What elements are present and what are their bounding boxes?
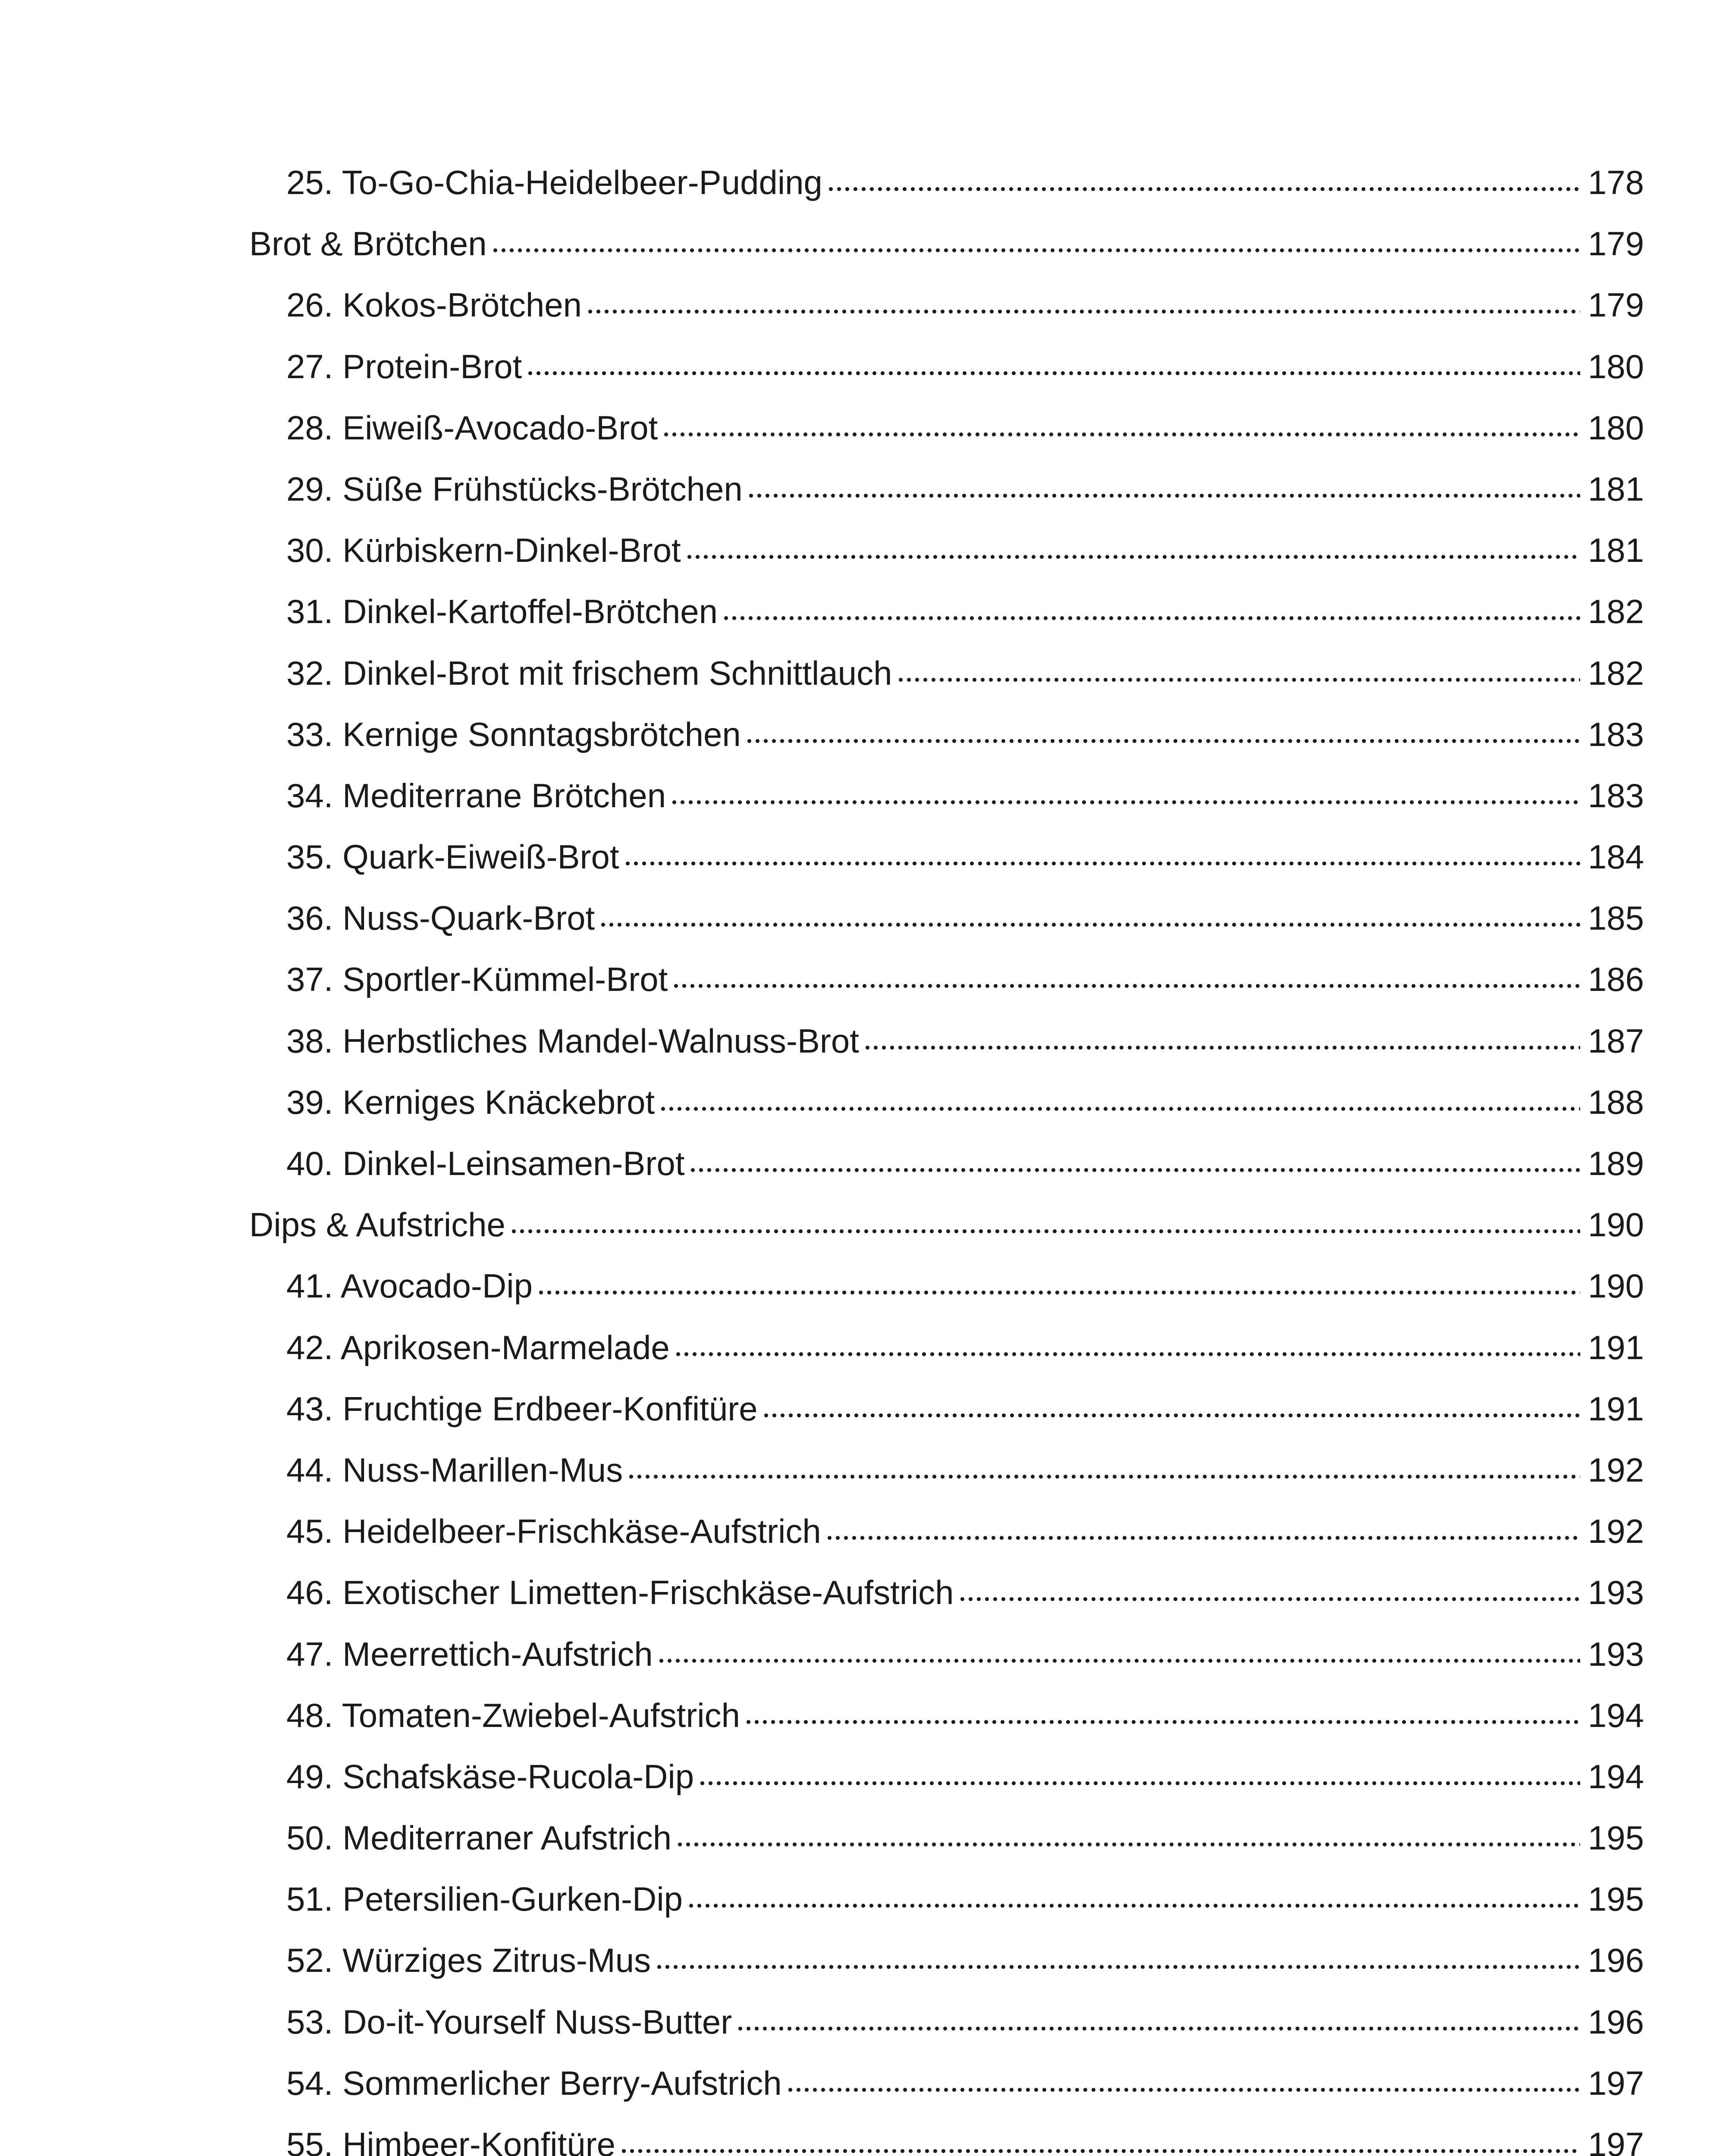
toc-entry-page-number: 186 — [1588, 960, 1644, 999]
toc-entry-title: 46. Exotischer Limetten-Frischkäse-Aufstrich — [286, 1573, 954, 1612]
toc-entry-title: 31. Dinkel-Kartoffel-Brötchen — [286, 592, 718, 631]
toc-entry[interactable] — [249, 1072, 1644, 1133]
toc-entry[interactable] — [249, 2114, 1644, 2156]
toc-entry-page-number: 181 — [1588, 531, 1644, 570]
toc-entry-page-number: 188 — [1588, 1083, 1644, 1121]
toc-entry-title: 54. Sommerlicher Berry-Aufstrich — [286, 2064, 782, 2102]
dot-leader — [689, 1141, 1580, 1175]
dot-leader — [762, 1387, 1580, 1420]
toc-entry-page-number: 179 — [1588, 225, 1644, 263]
toc-entry[interactable] — [249, 1623, 1644, 1685]
dot-leader — [685, 528, 1580, 562]
toc-entry[interactable] — [249, 397, 1644, 458]
toc-entry-page-number: 194 — [1588, 1696, 1644, 1734]
dot-leader — [655, 1938, 1580, 1972]
toc-entry-title: 55. Himbeer-Konfitüre — [286, 2125, 616, 2156]
toc-section-entry[interactable] — [249, 213, 1644, 274]
dot-leader — [672, 957, 1580, 991]
toc-entry-page-number: 181 — [1588, 470, 1644, 508]
dot-leader — [744, 1693, 1580, 1727]
dot-leader — [526, 345, 1580, 378]
toc-entry[interactable] — [249, 2053, 1644, 2114]
toc-entry-title: 33. Kernige Sonntagsbrötchen — [286, 715, 741, 753]
dot-leader — [670, 774, 1580, 807]
toc-entry-page-number: 193 — [1588, 1635, 1644, 1673]
toc-entry[interactable] — [249, 1930, 1644, 1991]
toc-entry[interactable] — [249, 1378, 1644, 1439]
toc-entry-page-number: 196 — [1588, 2002, 1644, 2041]
toc-entry-title: 41. Avocado-Dip — [286, 1267, 533, 1305]
toc-entry[interactable] — [249, 642, 1644, 704]
toc-entry-title: Dips & Aufstriche — [249, 1206, 505, 1244]
toc-entry[interactable] — [249, 152, 1644, 213]
dot-leader — [687, 1877, 1580, 1911]
table-of-contents — [249, 152, 1644, 2156]
toc-entry-title: 37. Sportler-Kümmel-Brot — [286, 960, 668, 999]
dot-leader — [747, 467, 1580, 501]
toc-entry[interactable] — [249, 1133, 1644, 1194]
toc-entry[interactable] — [249, 949, 1644, 1010]
toc-entry[interactable] — [249, 826, 1644, 887]
toc-entry-title: 40. Dinkel-Leinsamen-Brot — [286, 1144, 685, 1182]
dot-leader — [736, 2000, 1580, 2034]
toc-entry[interactable] — [249, 274, 1644, 335]
toc-entry-page-number: 178 — [1588, 163, 1644, 201]
dot-leader — [627, 1448, 1580, 1482]
toc-entry-title: 35. Quark-Eiweiß-Brot — [286, 838, 619, 876]
toc-entry[interactable] — [249, 1501, 1644, 1562]
toc-entry-page-number: 180 — [1588, 408, 1644, 447]
toc-entry-title: 36. Nuss-Quark-Brot — [286, 899, 595, 937]
toc-entry-page-number: 192 — [1588, 1451, 1644, 1489]
toc-entry-page-number: 195 — [1588, 1819, 1644, 1857]
toc-entry-page-number: 196 — [1588, 1941, 1644, 1980]
toc-entry[interactable] — [249, 1685, 1644, 1746]
toc-entry-page-number: 191 — [1588, 1328, 1644, 1366]
toc-entry-page-number: 189 — [1588, 1144, 1644, 1182]
dot-leader — [897, 651, 1580, 685]
toc-entry-page-number: 191 — [1588, 1389, 1644, 1428]
dot-leader — [510, 1203, 1580, 1236]
toc-entry-page-number: 183 — [1588, 776, 1644, 815]
toc-entry-title: 29. Süße Frühstücks-Brötchen — [286, 470, 743, 508]
dot-leader — [676, 1816, 1580, 1849]
toc-entry-title: Brot & Brötchen — [249, 225, 487, 263]
toc-entry-title: 39. Kerniges Knäckebrot — [286, 1083, 655, 1121]
dot-leader — [827, 160, 1580, 194]
dot-leader — [537, 1264, 1580, 1297]
toc-entry-page-number: 184 — [1588, 838, 1644, 876]
dot-leader — [662, 406, 1580, 439]
toc-entry-title: 43. Fruchtige Erdbeer-Konfitüre — [286, 1389, 758, 1428]
toc-entry-page-number: 187 — [1588, 1022, 1644, 1060]
toc-entry-page-number: 183 — [1588, 715, 1644, 753]
toc-entry[interactable] — [249, 520, 1644, 581]
toc-entry-title: 52. Würziges Zitrus-Mus — [286, 1941, 651, 1980]
toc-entry-title: 49. Schafskäse-Rucola-Dip — [286, 1757, 694, 1796]
dot-leader — [674, 1326, 1580, 1359]
dot-leader — [698, 1755, 1580, 1788]
toc-entry-page-number: 192 — [1588, 1512, 1644, 1551]
toc-entry-title: 48. Tomaten-Zwiebel-Aufstrich — [286, 1696, 740, 1734]
toc-entry-page-number: 197 — [1588, 2064, 1644, 2102]
toc-entry[interactable] — [249, 1991, 1644, 2053]
toc-entry-title: 30. Kürbiskern-Dinkel-Brot — [286, 531, 681, 570]
toc-entry-title: 28. Eiweiß-Avocado-Brot — [286, 408, 658, 447]
toc-entry-page-number: 180 — [1588, 347, 1644, 385]
toc-entry-title: 47. Meerrettich-Aufstrich — [286, 1635, 653, 1673]
dot-leader — [599, 896, 1580, 930]
toc-entry[interactable] — [249, 1010, 1644, 1072]
toc-entry-title: 44. Nuss-Marillen-Mus — [286, 1451, 623, 1489]
toc-entry-title: 26. Kokos-Brötchen — [286, 286, 582, 324]
dot-leader — [586, 283, 1580, 317]
toc-entry-title: 50. Mediterraner Aufstrich — [286, 1819, 672, 1857]
toc-section-entry[interactable] — [249, 1194, 1644, 1255]
dot-leader — [745, 712, 1580, 746]
toc-entry-title: 25. To-Go-Chia-Heidelbeer-Pudding — [286, 163, 822, 201]
dot-leader — [825, 1509, 1580, 1543]
dot-leader — [657, 1632, 1580, 1666]
toc-entry-page-number: 182 — [1588, 654, 1644, 692]
dot-leader — [491, 222, 1580, 255]
toc-entry-page-number: 190 — [1588, 1267, 1644, 1305]
toc-entry[interactable] — [249, 1807, 1644, 1868]
toc-entry-page-number: 185 — [1588, 899, 1644, 937]
toc-entry-page-number: 197 — [1588, 2125, 1644, 2156]
toc-entry-page-number: 179 — [1588, 286, 1644, 324]
toc-entry-title: 32. Dinkel-Brot mit frischem Schnittlauch — [286, 654, 892, 692]
dot-leader — [722, 589, 1580, 623]
toc-entry-page-number: 190 — [1588, 1206, 1644, 1244]
toc-entry-title: 38. Herbstliches Mandel-Walnuss-Brot — [286, 1022, 859, 1060]
toc-entry-title: 27. Protein-Brot — [286, 347, 522, 385]
toc-entry-title: 45. Heidelbeer-Frischkäse-Aufstrich — [286, 1512, 821, 1551]
dot-leader — [786, 2061, 1580, 2095]
toc-entry[interactable] — [249, 336, 1644, 397]
toc-entry-page-number: 182 — [1588, 592, 1644, 631]
toc-entry[interactable] — [249, 1868, 1644, 1930]
toc-entry[interactable] — [249, 581, 1644, 642]
dot-leader — [659, 1080, 1580, 1114]
toc-entry[interactable] — [249, 765, 1644, 826]
toc-entry[interactable] — [249, 458, 1644, 520]
toc-entry[interactable] — [249, 1255, 1644, 1316]
toc-entry-title: 53. Do-it-Yourself Nuss-Butter — [286, 2002, 732, 2041]
toc-entry[interactable] — [249, 1562, 1644, 1623]
dot-leader — [624, 835, 1580, 868]
toc-entry[interactable] — [249, 887, 1644, 949]
dot-leader — [958, 1570, 1580, 1604]
toc-entry[interactable] — [249, 1746, 1644, 1807]
toc-entry-title: 34. Mediterrane Brötchen — [286, 776, 666, 815]
toc-entry[interactable] — [249, 1317, 1644, 1378]
toc-entry-title: 42. Aprikosen-Marmelade — [286, 1328, 670, 1366]
toc-entry-page-number: 194 — [1588, 1757, 1644, 1796]
dot-leader — [620, 2122, 1580, 2156]
dot-leader — [863, 1019, 1580, 1053]
toc-entry[interactable] — [249, 1439, 1644, 1501]
toc-entry[interactable] — [249, 704, 1644, 765]
toc-entry-title: 51. Petersilien-Gurken-Dip — [286, 1880, 683, 1918]
toc-entry-page-number: 195 — [1588, 1880, 1644, 1918]
toc-entry-page-number: 193 — [1588, 1573, 1644, 1612]
